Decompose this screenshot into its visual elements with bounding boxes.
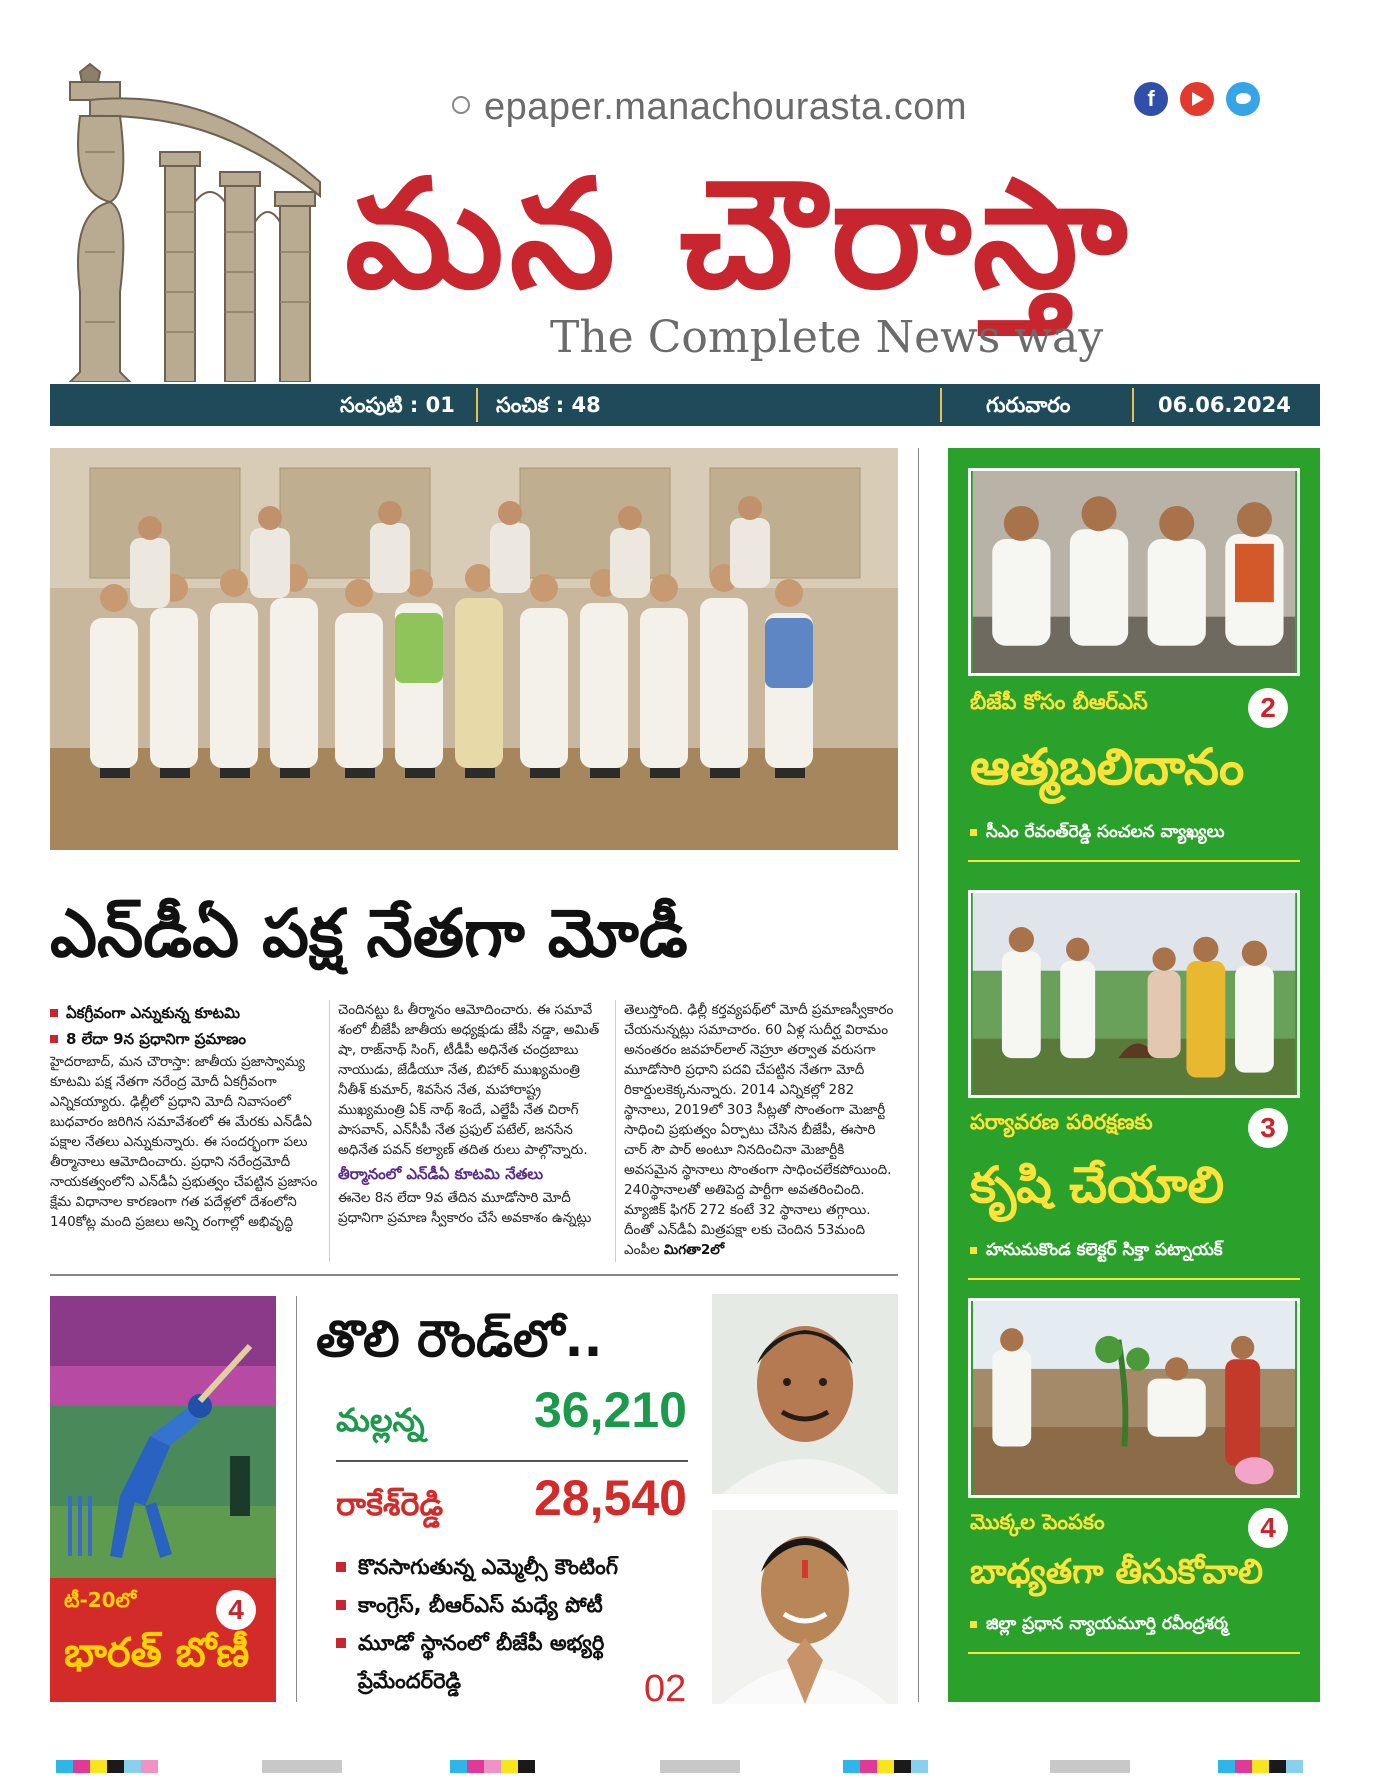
issue-info-bar: [50, 384, 1320, 426]
story-text: చెందినట్టు ఓ తీర్మానం ఆమోదించారు. ఈ సమావే శంలో బీజేపీ జాతీయ అధ్యక్షుడు జేపీ నడ్డా, అమిత్ షా, రాజ్‌నాథ్ సింగ్, టీడీపీ అధినేత చంద్రబాబు నాయుడు, జేడీయూ నేత, బిహార్ ముఖ్యమంత్రి నీతీశ్ కుమార్, శివసేన నేత, మహారాష్ట్ర ముఖ్యమంత్రి ఏక్‌ నాథ్ శిందే, ఎల్జేపీ నేత చిరాగ్ పాసవాన్, ఎన్‌సీపీ నేత ప్రఫుల్ పటేల్, జనసేన అధినేత పవన్ కల్యాణ్ తదిత రులు పాల్గొన్నారు.: [338, 1002, 600, 1158]
site-url-text: epaper.manachourasta.com: [484, 86, 968, 128]
column-divider: [918, 448, 919, 1702]
page-number-badge: 4: [216, 1590, 256, 1630]
globe-icon: [452, 96, 470, 114]
page-number[interactable]: 02: [644, 1668, 687, 1710]
divider: [1132, 388, 1134, 422]
sport-kicker: టీ-20లో: [64, 1588, 137, 1612]
newspaper-title: మన చౌరాస్తా: [345, 148, 1134, 322]
sidebar-story-bullet: జిల్లా ప్రధాన న్యాయమూర్తి రవీంద్రశర్మ: [970, 1614, 1228, 1638]
divider: [968, 1652, 1300, 1654]
column-divider: [296, 1296, 297, 1702]
continued-link[interactable]: మిగతా2లో: [663, 1242, 725, 1258]
story-column-1: [50, 1000, 320, 1232]
tagline: The Complete News way: [550, 312, 1104, 363]
counting-bullet: కొనసాగుతున్న ఎమ్మెల్సీ కౌంటింగ్: [336, 1548, 708, 1586]
divider: [968, 860, 1300, 862]
section-divider: [50, 1274, 898, 1276]
sport-story-box[interactable]: [50, 1578, 276, 1702]
revanth-reddy-meeting-photo: [968, 468, 1300, 676]
column-divider: [615, 1000, 616, 1262]
candidate-votes: 36,210: [534, 1382, 687, 1438]
tree-planting-photo-hanumakonda: [968, 890, 1300, 1098]
nda-leaders-group-photo: [50, 448, 898, 850]
story-text-body: తెలుస్తోంది. ఢిల్లీ కర్తవ్యపథ్‌లో మోదీ ప్రమాణస్వీకారం చేయనున్నట్లు సమాచారం. 60 ఏళ్ల సుదీర్ఘ విరామం అనంతరం జవహర్‌లాల్ నెహ్రూ తర్వాత వరుసగా మూడోసారి ప్రధాని పదవి చేపట్టిన నేతగా మోదీ రికార్డులకెక్కనున్నారు. 2014 ఎన్నికల్లో 282 స్థానాలు, 2019లో 303 సీట్లతో సొంతంగా మెజార్టీ సాధించి ప్రభుత్వం ఏర్పాటు చేసిన బీజేపీ, ఈసారి చార్ సౌ పార్ అంటూ నినదించినా మెజార్టీకి అవసమైన స్థానాలు సొంతంగా సాధించలేకపోయింది. 240స్థానాలతో అతిపెద్ద పార్టీగా అవతరించింది. మ్యాజిక్ ఫిగర్ 272 కంటే 32 స్థానాలు తగ్గాయి. దీంతో ఎన్‌డీఏ మిత్రపక్షా లకు చెందిన 53మంది ఎంపీల: [624, 1002, 894, 1258]
print-registration-strip: [1218, 1760, 1303, 1773]
lead-bullet: 8 లేదా 9న ప్రధానిగా ప్రమాణం: [50, 1026, 320, 1052]
divider: [476, 388, 478, 422]
page-number-badge: 2: [1248, 688, 1288, 728]
print-registration-strip: [843, 1760, 928, 1773]
sidebar-news-column: [948, 448, 1320, 1702]
twitter-icon[interactable]: [1226, 82, 1260, 116]
sidebar-story-headline[interactable]: ఆత్మబలిదానం: [970, 738, 1245, 796]
lead-headline: ఎన్‌డీఏ పక్ష నేతగా మోడీ: [50, 895, 688, 972]
counting-bullet: మూడో స్థానంలో బీజేపీ అభ్యర్థి: [336, 1624, 708, 1662]
date-label: 06.06.2024: [1158, 393, 1291, 417]
lead-bullet: ఏకగ్రీవంగా ఎన్నుకున్న కూటమి: [50, 1000, 320, 1026]
cricket-player-photo: [50, 1296, 276, 1578]
masthead: [0, 0, 1382, 380]
print-registration-strip: [450, 1760, 535, 1773]
sport-headline: భారత్ బోణీ: [64, 1630, 250, 1676]
counting-bullet-continued: ప్రేమేందర్‌రెడ్డి: [358, 1669, 462, 1693]
day-label: గురువారం: [986, 393, 1071, 417]
sidebar-story-kicker: పర్యావరణ పరిరక్షణకు: [970, 1110, 1153, 1134]
candidate-photo-rakesh-reddy: [712, 1510, 898, 1704]
sidebar-story-headline[interactable]: బాధ్యతగా తీసుకోవాలి: [970, 1552, 1264, 1592]
story-text: హైదరాబాద్, మన చౌరాస్తా: జాతీయ ప్రజాస్వామ్య కూటమి పక్ష నేతగా నరేంద్ర మోదీ ఏకగ్రీవంగా ఎన్నికయ్యారు. ఢిల్లీలో ప్రధాని మోదీ నివాసంలో బుధవారం జరిగిన సమావేశంలో ఈ మేరకు ఎన్‌డీఏ పక్షాల నేతలు ఎన్నుకున్నారు. ఈ సందర్భంగా పలు తీర్మానాలు ఆమోదించారు. ప్రధాని నరేంద్రమోదీ నాయకత్వంలోని ఎన్‌డీఏ ప్రభుత్వం చేపట్టిన ప్రజాసం క్షేమ విధానాల కారణంగా గత పదేళ్లలో దేశంలోని 140కోట్ల మంది ప్రజలు అన్ని రంగాల్లో అభివృద్ధి: [50, 1054, 318, 1230]
site-url[interactable]: [452, 86, 967, 129]
print-registration-strip: [660, 1760, 740, 1773]
story-column-3: [624, 1000, 898, 1260]
page-number-badge: 4: [1248, 1508, 1288, 1548]
candidate-name: రాకేశ్‌రెడ్డి: [336, 1485, 444, 1523]
page-number-badge: 3: [1248, 1108, 1288, 1148]
divider: [336, 1460, 688, 1462]
sidebar-story-kicker: బీజేపీ కోసం బీఆర్ఎస్: [970, 690, 1148, 714]
tree-planting-photo-judge: [968, 1298, 1300, 1498]
lead-story-body: [50, 1000, 898, 1270]
print-registration-strip: [262, 1760, 342, 1773]
kakatiya-thoranam-logo: [50, 52, 340, 382]
facebook-icon[interactable]: f: [1134, 82, 1168, 116]
sidebar-story-bullet: హనుమకొండ కలెక్టర్ సిక్తా పట్నాయక్: [970, 1240, 1223, 1264]
candidate-name: మల్లన్న: [336, 1401, 425, 1439]
story-subhead: తీర్మానంలో ఎన్‌డీఏ కూటమి నేతలు: [338, 1165, 544, 1183]
youtube-icon[interactable]: [1180, 82, 1214, 116]
counting-bullet: కాంగ్రెస్, బీఆర్ఎస్ మధ్యే పోటీ: [336, 1586, 708, 1624]
counting-headline: తొలి రౌండ్‌లో..: [316, 1310, 603, 1368]
story-text: ఈనెల 8న లేదా 9వ తేదిన మూడోసారి మోదీ ప్రధానిగా ప్రమాణ స్వీకారం చేసే అవకాశం ఉన్నట్లు: [338, 1190, 592, 1226]
print-registration-strip: [1050, 1760, 1130, 1773]
candidate-photo-mallanna: [712, 1294, 898, 1494]
story-text: [624, 1000, 898, 1260]
candidate-votes: 28,540: [534, 1470, 687, 1526]
sidebar-story-headline[interactable]: కృషి చేయాలి: [970, 1156, 1225, 1214]
sidebar-story-bullet: సీఎం రేవంత్‌రెడ్డి సంచలన వ్యాఖ్యలు: [970, 822, 1225, 846]
column-divider: [329, 1000, 330, 1262]
divider: [940, 388, 942, 422]
print-registration-strip: [56, 1760, 158, 1773]
volume-label: సంపుటి : 01: [340, 393, 455, 417]
sidebar-story-kicker: మొక్కల పెంపకం: [970, 1510, 1105, 1534]
issue-label: సంచిక : 48: [496, 393, 601, 417]
divider: [968, 1278, 1300, 1280]
story-column-2: [338, 1000, 606, 1228]
